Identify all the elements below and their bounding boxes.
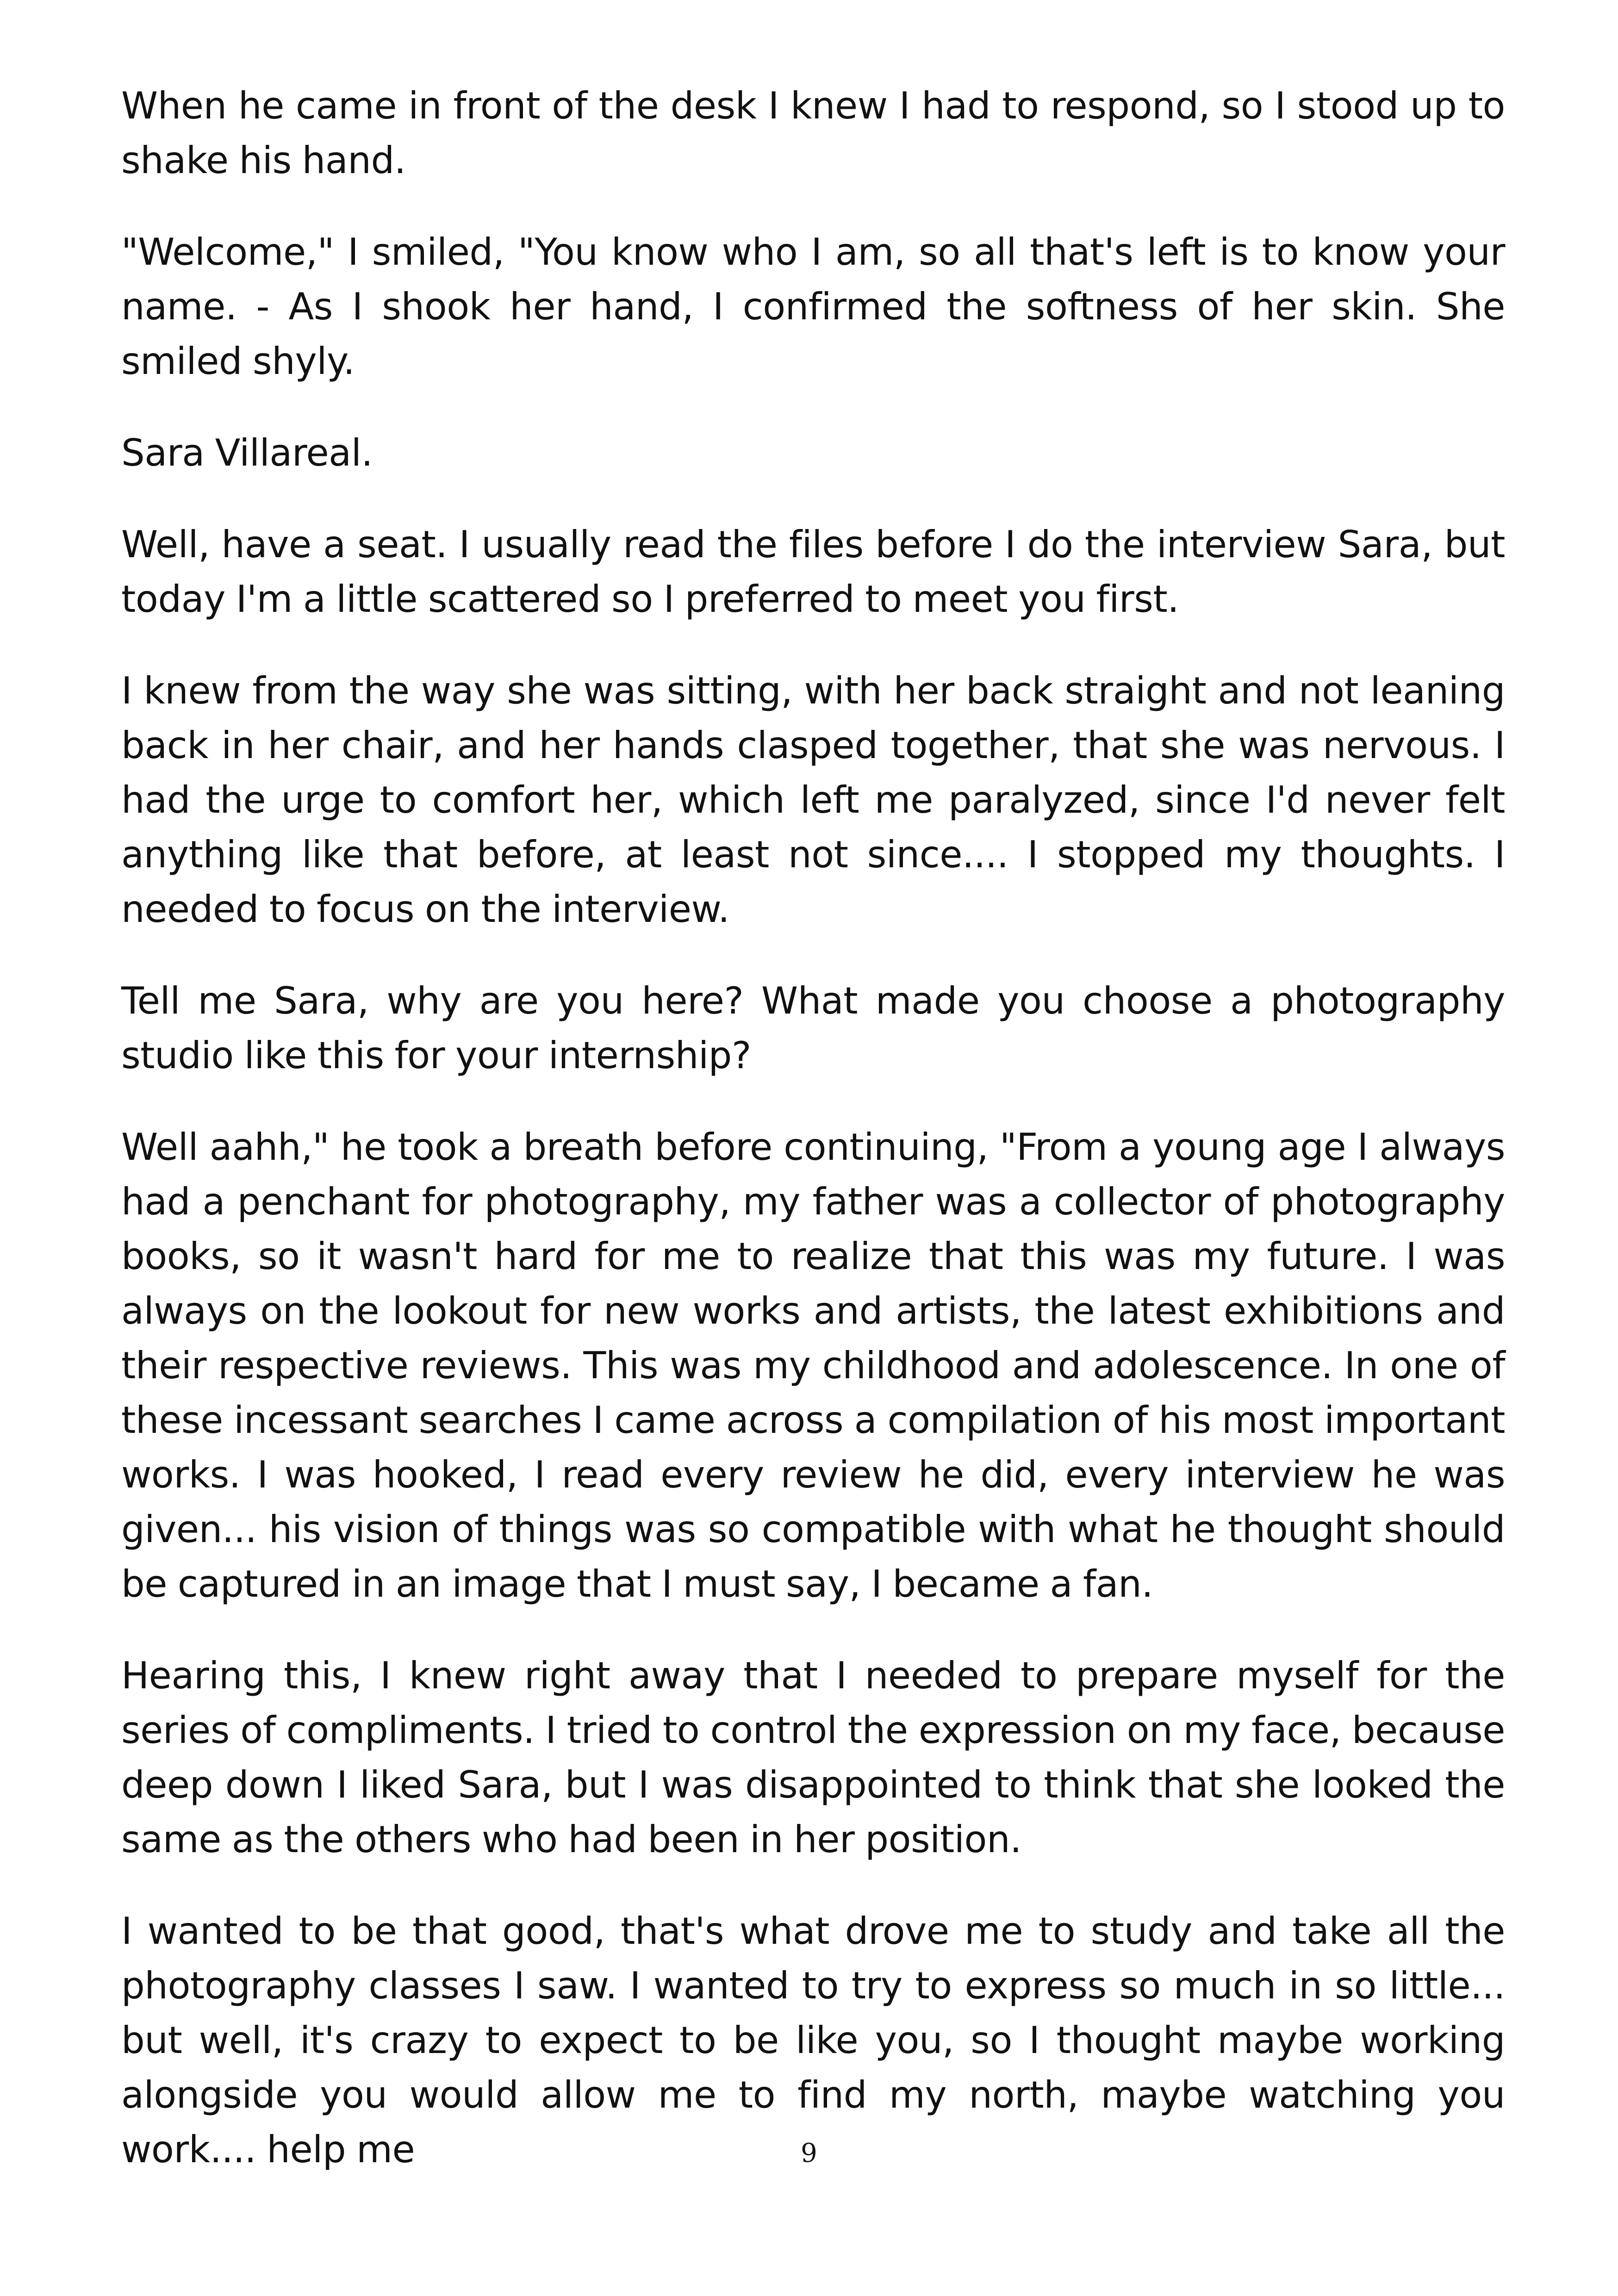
- paragraph: "Welcome," I smiled, "You know who I am, so all that's left is to know your name. - As I shook her hand, I confirmed the softness of her skin. She smiled shyly.: [121, 230, 1505, 383]
- paragraph: I wanted to be that good, that's what drove me to study and take all the photography classes I saw. I wanted to try to express so much in so little... but well, it's crazy to expect to be like you, so I thought maybe working alongside you would allow me to find my north, maybe watching you work.... help me: [121, 1910, 1505, 2171]
- paragraph: Sara Villareal.: [121, 431, 373, 474]
- page-body: [121, 79, 1505, 2214]
- paragraph: Well aahh," he took a breath before continuing, "From a young age I always had a penchant for photography, my father was a collector of photography books, so it wasn't hard for me to realize that this was my future. I was always on the lookout for new works and artists, the latest exhibitions and their respective reviews. This was my childhood and adolescence. In one of these incessant searches I came across a compilation of his most important works. I was hooked, I read every review he did, every interview he was given... his vision of things was so compatible with what he thought should be captured in an image that I must say, I became a fan.: [121, 1126, 1505, 1605]
- page-number: 9: [801, 2138, 817, 2168]
- paragraph: Hearing this, I knew right away that I needed to prepare myself for the series of compliments. I tried to control the expression on my face, because deep down I liked Sara, but I was disappointed to think that she looked the same as the others who had been in her position.: [121, 1654, 1505, 1861]
- paragraph: I knew from the way she was sitting, with her back straight and not leaning back in her chair, and her hands clasped together, that she was nervous. I had the urge to comfort her, which left me paralyzed, since I'd never felt anything like that before, at least not since.... I stopped my thoughts. I needed to focus on the interview.: [121, 669, 1505, 931]
- paragraph: When he came in front of the desk I knew I had to respond, so I stood up to shake his hand.: [121, 84, 1505, 182]
- paragraph: Well, have a seat. I usually read the files before I do the interview Sara, but today I'm a little scattered so I preferred to meet you first.: [121, 523, 1505, 621]
- paragraph: Tell me Sara, why are you here? What made you choose a photography studio like this for your internship?: [121, 979, 1505, 1077]
